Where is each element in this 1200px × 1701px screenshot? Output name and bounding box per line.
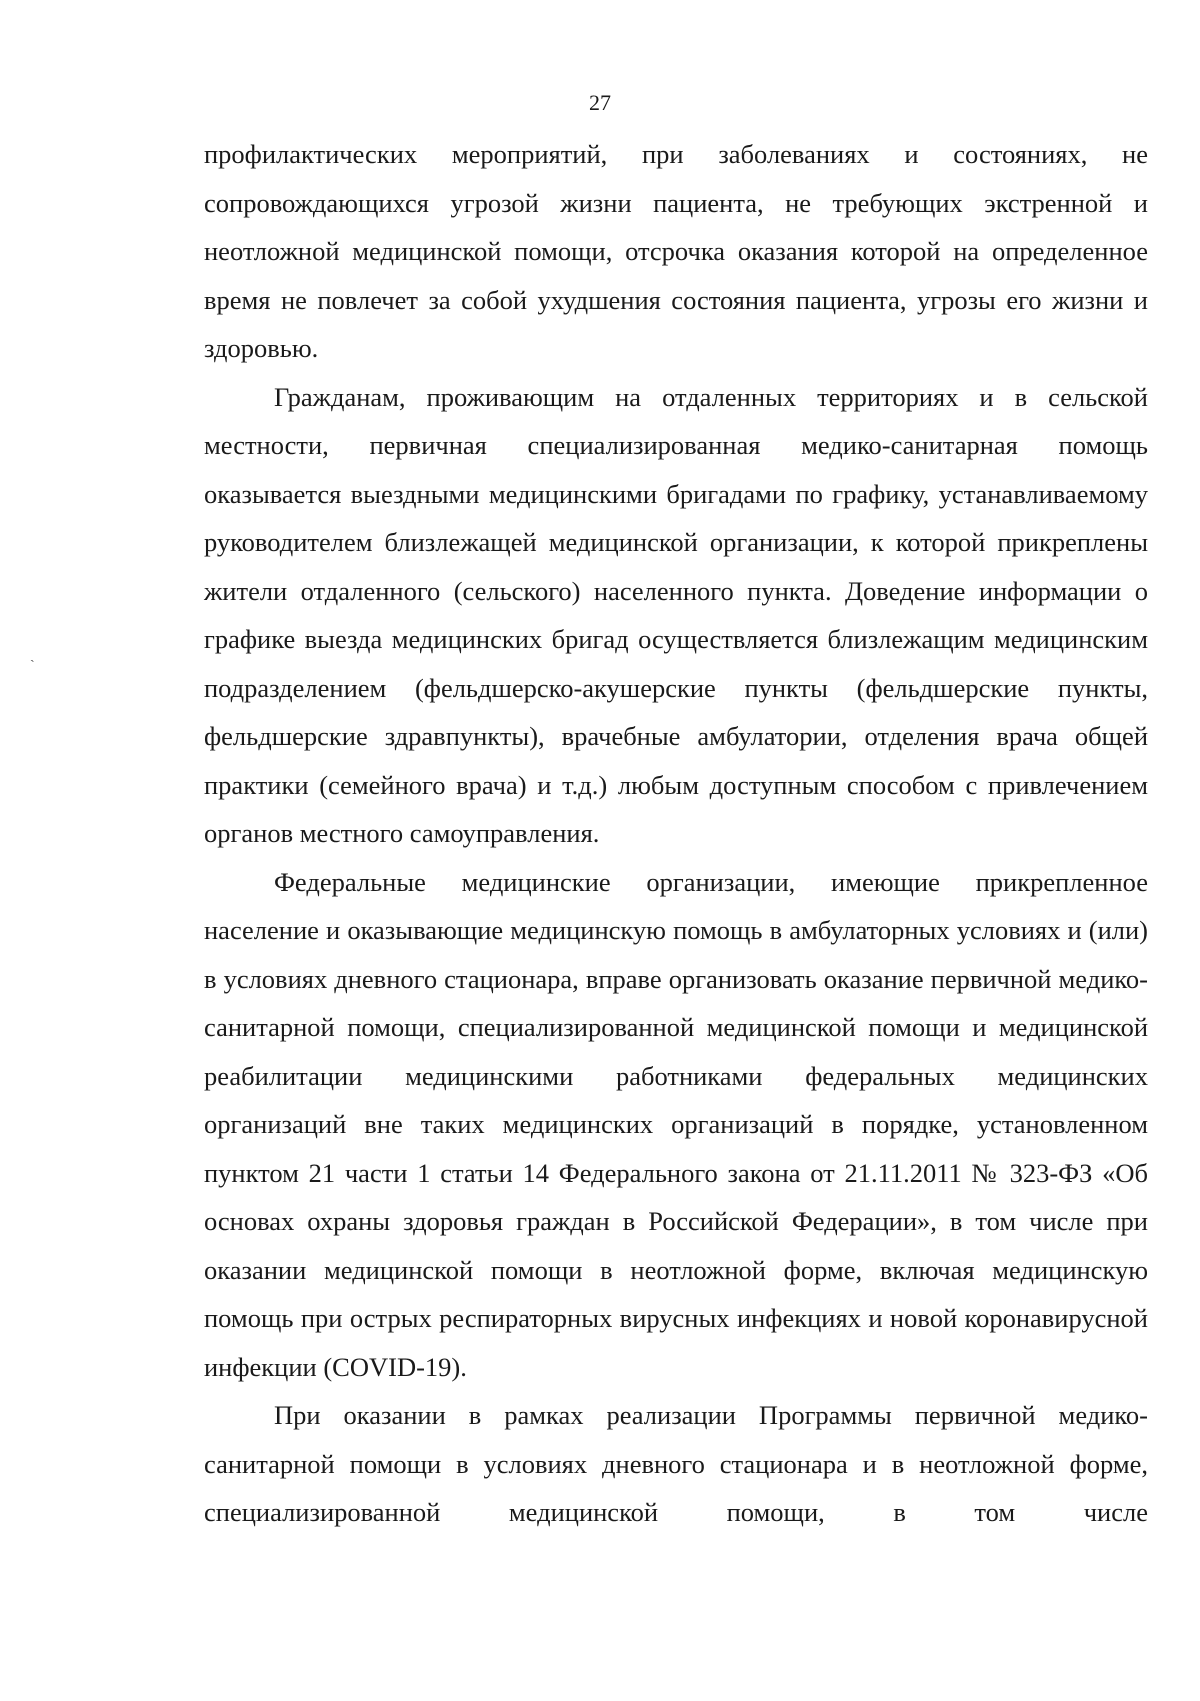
paragraph-continuation: профилактических мероприятий, при заболеваниях и состояниях, не сопровождающихся угрозой жизни пациента, не требующих экстренной и неотложной медицинской помощи, отсрочка оказания которой на определенное время не повлечет за собой ухудшения состояния пациента, угрозы его жизни и здоровью. — [204, 139, 1148, 363]
paragraph-rural-care: Гражданам, проживающим на отдаленных территориях и в сельской местности, первичная специализированная медико-санитарная помощь оказывается выездными медицинскими бригадами по графику, устанавливаемому руководителем близлежащей медицинской организации, к которой прикреплены жители отдаленного (сельского) населенного пункта. Доведение информации о графике выезда медицинских бригад осуществляется близлежащим медицинским подразделением (фельдшерско-акушерские пункты (фельдшерские пункты, фельдшерские здравпункты), врачебные амбулатории, отделения врача общей практики (семейного врача) и т.д.) любым доступным способом с привлечением органов местного самоуправления. — [204, 381, 1148, 848]
page-number: 27 — [589, 90, 611, 115]
document-body — [204, 130, 1148, 1537]
paragraph-federal-organizations: Федеральные медицинские организации, имеющие прикрепленное население и оказывающие медицинскую помощь в амбулаторных условиях и (или) в условиях дневного стационара, вправе организовать оказание первичной медико-санитарной помощи, специализированной медицинской помощи и медицинской реабилитации медицинскими работниками федеральных медицинских организаций вне таких медицинских организаций в порядке, установленном пунктом 21 части 1 статьи 14 Федерального закона от 21.11.2011 № 323-ФЗ «Об основах охраны здоровья граждан в Российской Федерации», в том числе при оказании медицинской помощи в неотложной форме, включая медицинскую помощь при острых респираторных вирусных инфекциях и новой коронавирусной инфекции (COVID-19). — [204, 866, 1148, 1382]
paragraph-program-care: При оказании в рамках реализации Программы первичной медико-санитарной помощи в условиях дневного стационара и в неотложной форме, специализированной медицинской помощи, в том числе — [204, 1400, 1148, 1527]
scan-artifact: ˎ — [30, 648, 35, 663]
